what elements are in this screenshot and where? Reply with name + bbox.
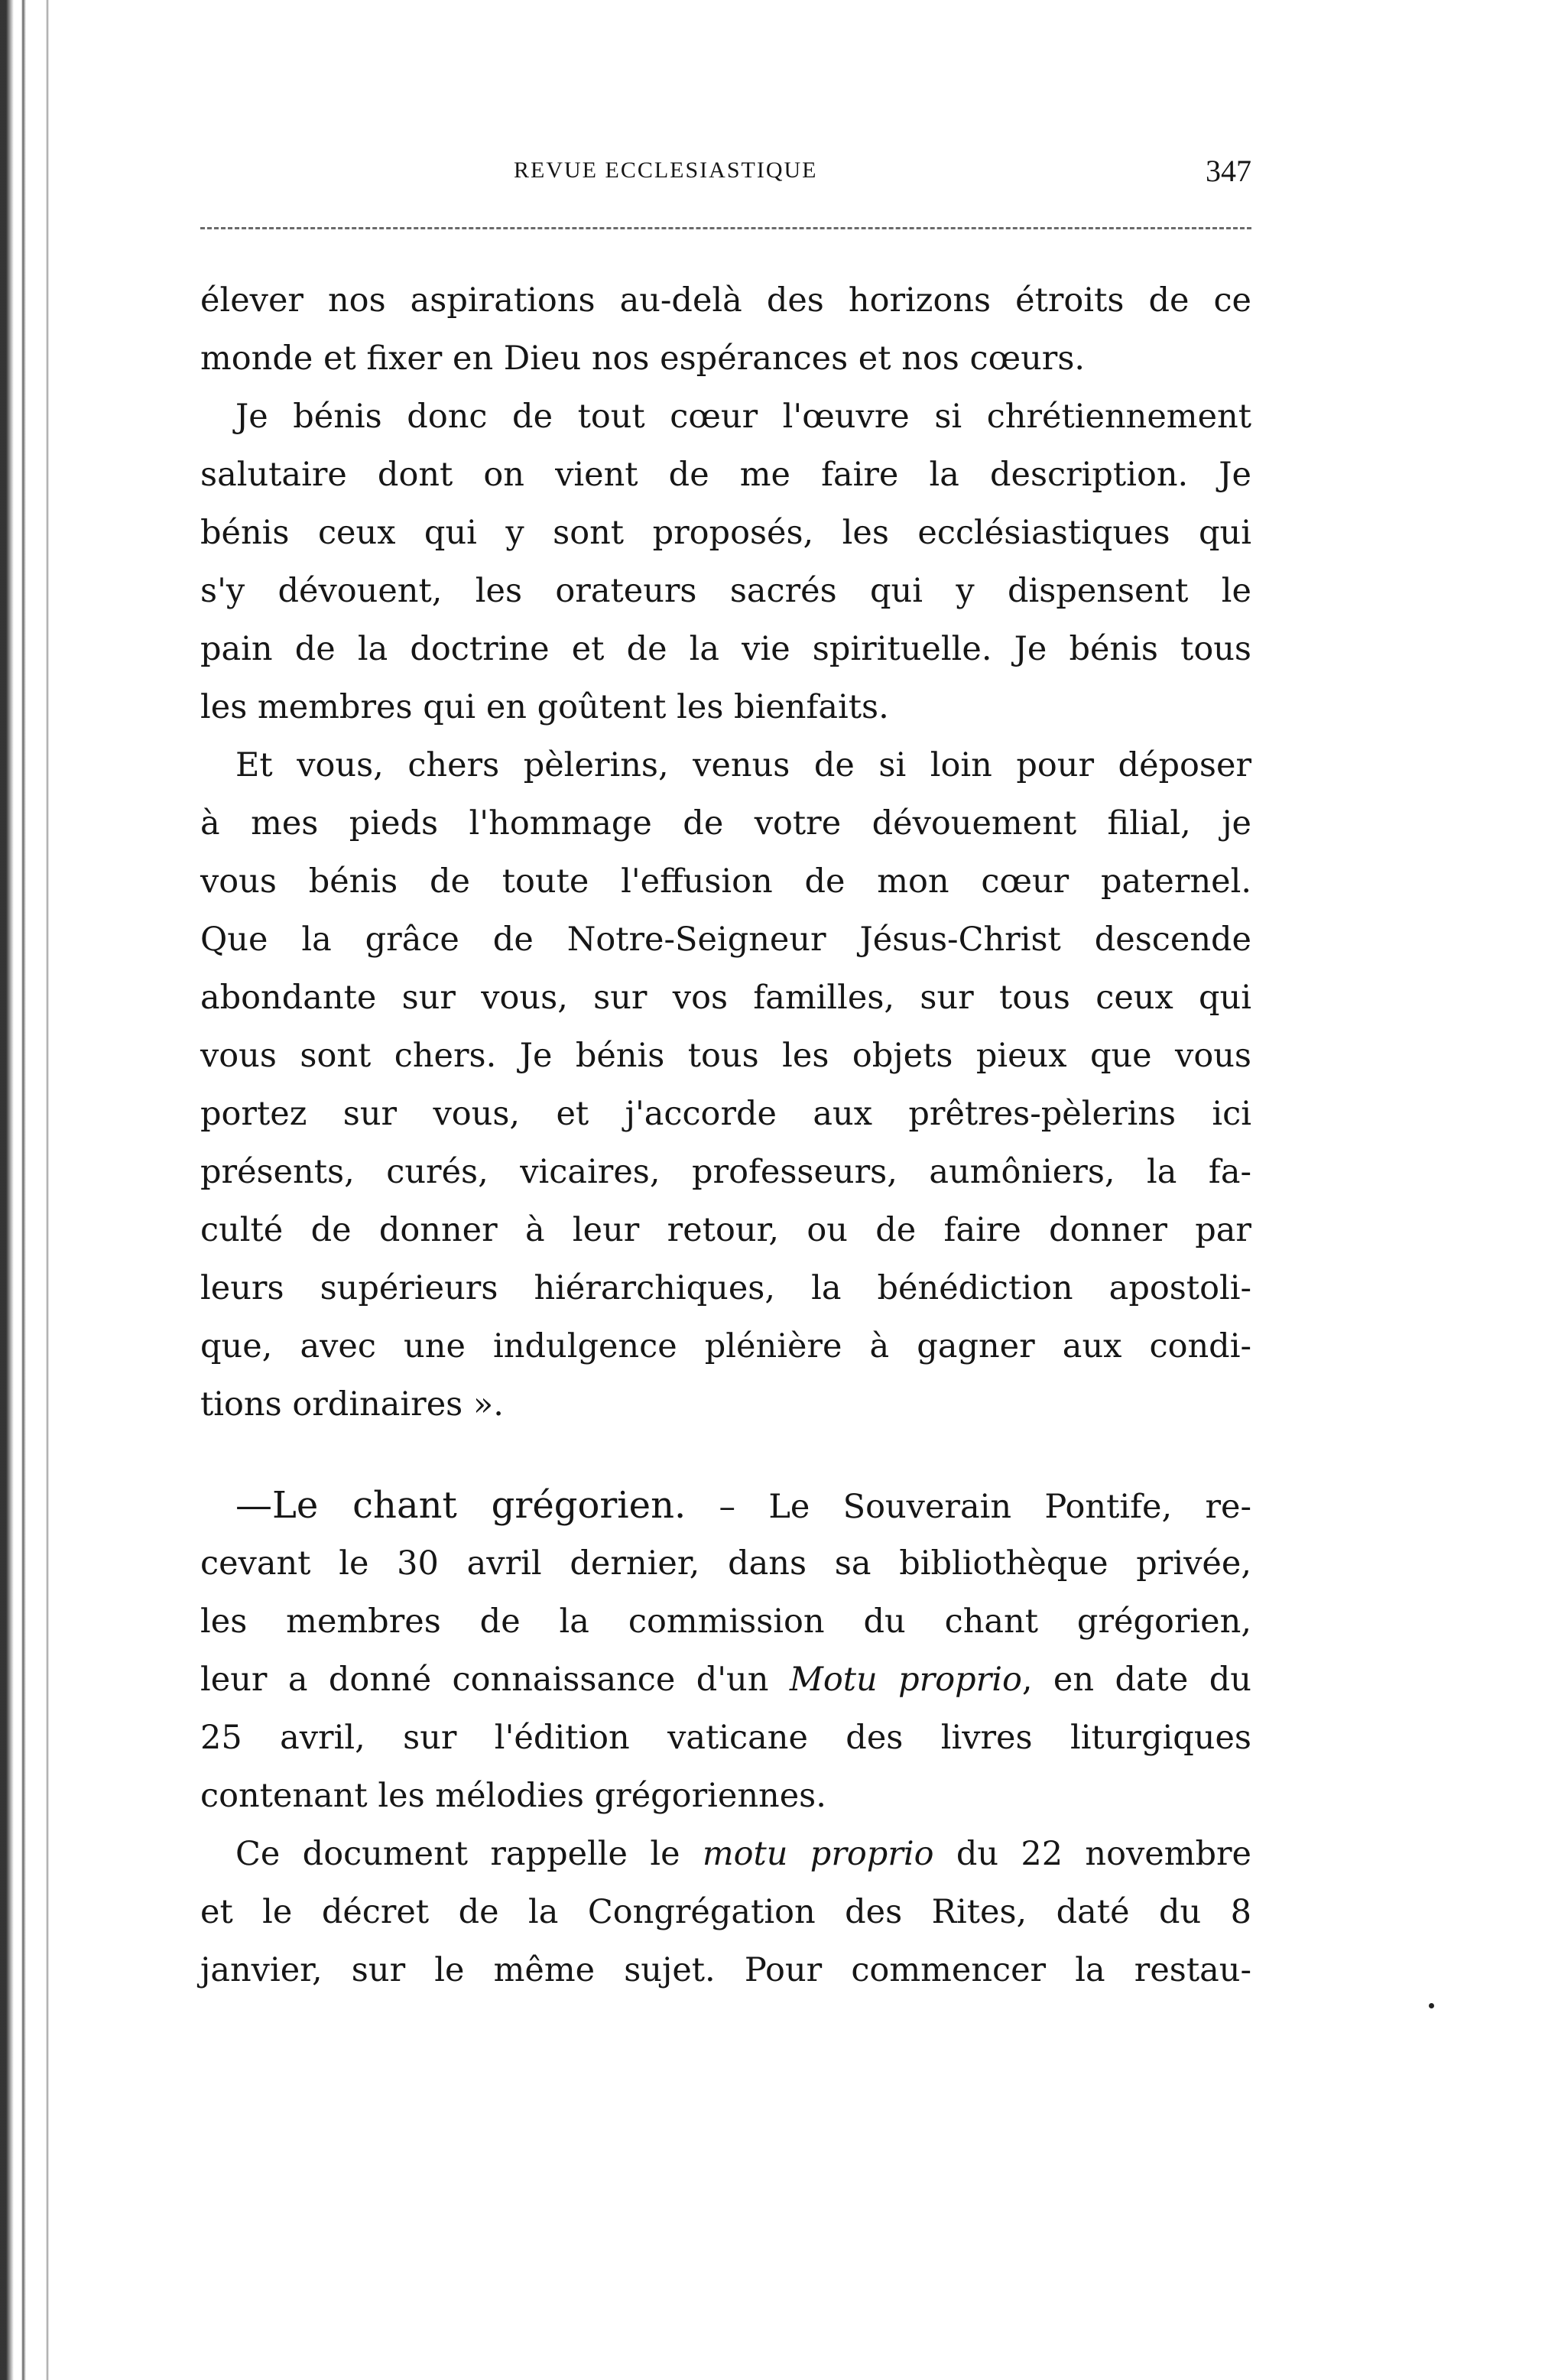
page-number: 347 — [1206, 154, 1251, 188]
text-line: 25 avril, sur l'édition vaticane des livres liturgiques — [200, 1719, 1251, 1757]
running-title: REVUE ECCLESIASTIQUE — [514, 157, 818, 183]
page-header — [200, 153, 1251, 199]
text-line: abondante sur vous, sur vos familles, sur tous ceux qui — [200, 979, 1251, 1017]
motu-proprio-italic: Motu proprio — [789, 1661, 1022, 1699]
text-line: portez sur vous, et j'accorde aux prêtres-pèlerins ici — [200, 1095, 1251, 1133]
text-line: tions ordinaires ». — [200, 1385, 504, 1424]
text-line: et le décret de la Congrégation des Rites, daté du 8 — [200, 1893, 1251, 1931]
body-text — [200, 271, 1251, 1999]
text-line: leurs supérieurs hiérarchiques, la bénédiction apostoli- — [200, 1269, 1251, 1307]
text-fragment: , en date du — [1021, 1661, 1252, 1699]
text-line: que, avec une indulgence plénière à gagner aux condi- — [200, 1327, 1251, 1365]
text-fragment: leur a donné connaissance d'un — [200, 1661, 790, 1699]
text-line: à mes pieds l'hommage de votre dévouement filial, je — [200, 804, 1251, 843]
text-line: contenant les mélodies grégoriennes. — [200, 1777, 826, 1815]
text-line: monde et fixer en Dieu nos espérances et nos cœurs. — [200, 339, 1086, 378]
motu-proprio-italic: motu proprio — [702, 1835, 934, 1873]
section-title-rest: – Le Souverain Pontife, re- — [686, 1488, 1251, 1526]
quote-paragraphs — [200, 271, 1251, 1434]
text-line: les membres de la commission du chant grégorien, — [200, 1602, 1251, 1641]
text-line: cevant le 30 avril dernier, dans sa bibliothèque privée, — [200, 1544, 1251, 1583]
text-line — [200, 1651, 1251, 1709]
text-line: s'y dévouent, les orateurs sacrés qui y dispensent le — [200, 572, 1251, 610]
text-line: Je bénis donc de tout cœur l'œuvre si chrétiennement — [235, 398, 1251, 436]
text-line: pain de la doctrine et de la vie spirituelle. Je bénis tous — [200, 630, 1251, 668]
text-line: élever nos aspirations au-delà des horizons étroits de ce — [200, 281, 1251, 320]
text-line — [200, 1825, 1251, 1883]
text-fragment: du 22 novembre — [933, 1835, 1252, 1873]
text-line: culté de donner à leur retour, ou de faire donner par — [200, 1211, 1251, 1249]
text-fragment: Ce document rappelle le — [235, 1835, 703, 1873]
text-line: janvier, sur le même sujet. Pour commencer la restau- — [200, 1951, 1251, 1989]
text-line: bénis ceux qui y sont proposés, les ecclésiastiques qui — [200, 514, 1251, 552]
text-line: présents, curés, vicaires, professeurs, aumôniers, la fa- — [200, 1153, 1251, 1191]
section-first-line — [200, 1476, 1251, 1534]
text-line: vous bénis de toute l'effusion de mon cœur paternel. — [200, 862, 1251, 901]
print-speck — [1429, 2003, 1434, 2008]
text-line: vous sont chers. Je bénis tous les objets pieux que vous — [200, 1037, 1251, 1075]
text-line: salutaire dont on vient de me faire la description. Je — [200, 456, 1251, 494]
gregorian-chant-section — [200, 1476, 1251, 1999]
book-binding-edge — [0, 0, 61, 2380]
text-line: Et vous, chers pèlerins, venus de si loin pour déposer — [235, 746, 1251, 784]
text-line: les membres qui en goûtent les bienfaits. — [200, 688, 889, 726]
section-title: —Le chant grégorien. — [235, 1484, 686, 1527]
header-rule — [200, 227, 1251, 229]
text-line: Que la grâce de Notre-Seigneur Jésus-Christ descende — [200, 921, 1251, 959]
